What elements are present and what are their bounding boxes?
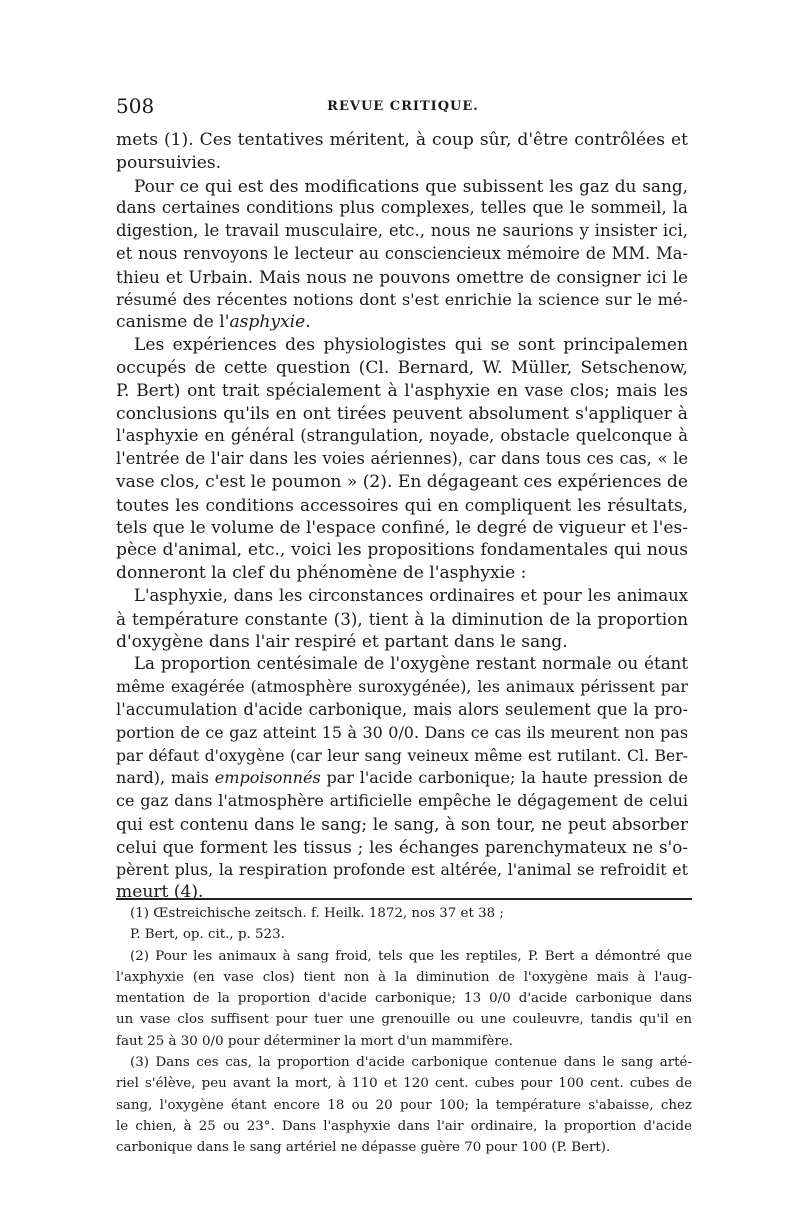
text-line: mets (1). Ces tentatives méritent, à coup sûr, d'être contrôlées et [116, 130, 688, 150]
text-fragment: par l'acide carbonique; la haute pression de [320, 768, 688, 788]
footnote-line: (1) Œstreichische zeitsch. f. Heilk. 1872, nos 37 et 38 ; [130, 906, 504, 921]
footnote-line: un vase clos suffisent pour tuer une grenouille ou une couleuvre, tandis qu'il en [116, 1012, 692, 1028]
text-line: vase clos, c'est le poumon » (2). En dégageant ces expériences de [116, 471, 688, 492]
text-fragment: canisme de l' [116, 312, 230, 333]
running-head: REVUE CRITIQUE. [327, 99, 479, 114]
text-line: celui que forment les tissus ; les échanges parenchymateux ne s'o- [116, 836, 688, 857]
emphasis: asphyxie [229, 312, 306, 333]
text-line: Les expériences des physiologistes qui se sont principalemen [134, 335, 688, 356]
body-text [116, 129, 688, 904]
footnote-line: mentation de la proportion d'acide carbonique; 13 0/0 d'acide carbonique dans [116, 991, 692, 1007]
footnotes [116, 903, 692, 1159]
text-line: L'asphyxie, dans les circonstances ordinaires et pour les animaux [134, 585, 688, 605]
text-line: P. Bert) ont trait spécialement à l'asphyxie en vase clos; mais les [116, 380, 688, 401]
text-line: tels que le volume de l'espace confiné, le degré de vigueur et l'es- [116, 517, 688, 538]
footnote-line: (2) Pour les animaux à sang froid, tels que les reptiles, P. Bert a démontré que [130, 948, 692, 964]
text-line [116, 767, 688, 790]
footnote-line: le chien, à 25 ou 23°. Dans l'asphyxie dans l'air ordinaire, la proportion d'acide [116, 1118, 692, 1134]
text-fragment: . [305, 312, 311, 333]
text-line: digestion, le travail musculaire, etc., nous ne saurions y insister ici, [116, 221, 688, 241]
text-line: qui est contenu dans le sang; le sang, à son tour, ne peut absorber [116, 813, 688, 834]
page-header [116, 94, 690, 120]
footnote-line: carbonique dans le sang artériel ne dépasse guère 70 pour 100 (P. Bert). [116, 1140, 611, 1156]
footnote-line: sang, l'oxygène étant encore 18 ou 20 pour 100; la température s'abaisse, chez [116, 1097, 692, 1113]
text-line: et nous renvoyons le lecteur au consciencieux mémoire de MM. Ma- [116, 243, 688, 263]
footnote-line: faut 25 à 30 0/0 pour déterminer la mort d'un mammifère. [116, 1033, 514, 1049]
text-line: l'asphyxie en général (strangulation, noyade, obstacle quelconque à [116, 426, 688, 446]
page-number: 508 [116, 94, 155, 118]
text-fragment: nard), mais [116, 768, 215, 788]
text-line: à température constante (3), tient à la diminution de la proportion [116, 608, 688, 629]
emphasis: empoisonnés [214, 768, 321, 788]
text-line: même exagérée (atmosphère suroxygénée), les animaux périssent par [116, 677, 688, 697]
footnote-divider [116, 898, 692, 900]
text-line: toutes les conditions accessoires qui en compliquent les résultats, [116, 494, 688, 515]
text-line: conclusions qu'ils en ont tirées peuvent absolument s'appliquer à [116, 403, 688, 424]
text-line: meurt (4). [116, 882, 204, 903]
text-line: par défaut d'oxygène (car leur sang veineux même est rutilant. Cl. Ber- [116, 745, 688, 765]
text-line [116, 311, 688, 334]
text-line: l'accumulation d'acide carbonique, mais alors seulement que la pro- [116, 699, 688, 719]
text-line: donneront la clef du phénomène de l'asphyxie : [116, 563, 527, 584]
text-line: La proportion centésimale de l'oxygène restant normale ou étant [134, 654, 688, 674]
text-line: pèrent plus, la respiration profonde est altérée, l'animal se refroidit et [116, 859, 688, 879]
text-line: occupés de cette question (Cl. Bernard, W. Müller, Setschenow, [116, 357, 688, 378]
text-line: poursuivies. [116, 152, 222, 173]
text-line: résumé des récentes notions dont s'est enrichie la science sur le mé- [116, 289, 688, 309]
text-line: Pour ce qui est des modifications que subissent les gaz du sang, [134, 175, 688, 196]
text-line: portion de ce gaz atteint 15 à 30 0/0. Dans ce cas ils meurent non pas [116, 722, 688, 742]
text-line: thieu et Urbain. Mais nous ne pouvons omettre de consigner ici le [116, 266, 688, 287]
text-line: dans certaines conditions plus complexes, telles que le sommeil, la [116, 198, 688, 218]
text-line: l'entrée de l'air dans les voies aériennes), car dans tous ces cas, « le [116, 449, 688, 469]
text-line: d'oxygène dans l'air respiré et partant dans le sang. [116, 631, 568, 652]
text-line: pèce d'animal, etc., voici les propositions fondamentales qui nous [116, 540, 688, 561]
footnote-line: P. Bert, op. cit., p. 523. [130, 927, 285, 943]
footnote-line: l'axphyxie (en vase clos) tient non à la diminution de l'oxygène mais à l'aug- [116, 969, 692, 985]
footnote-line: riel s'élève, peu avant la mort, à 110 et 120 cent. cubes pour 100 cent. cubes de [116, 1076, 692, 1092]
text-line: ce gaz dans l'atmosphère artificielle empêche le dégagement de celui [116, 791, 688, 811]
footnote-line: (3) Dans ces cas, la proportion d'acide carbonique contenue dans le sang arté- [130, 1055, 692, 1071]
